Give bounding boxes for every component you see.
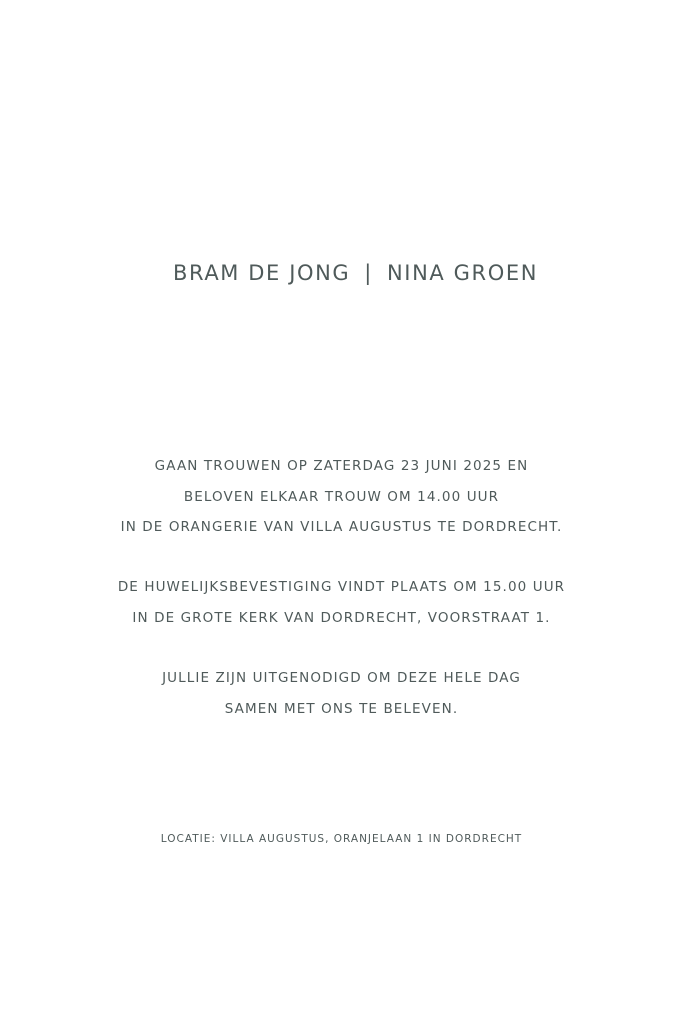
partner-2-name: NINA GROEN <box>386 261 539 285</box>
invitation-line: JULLIE ZIJN UITGENODIGD OM DEZE HELE DAG <box>162 670 521 686</box>
couple-names <box>0 258 683 288</box>
announcement-block <box>0 451 683 543</box>
name-separator: | <box>364 261 373 285</box>
church-block <box>0 572 683 633</box>
church-line: DE HUWELIJKSBEVESTIGING VINDT PLAATS OM 15.00 UUR <box>117 579 566 595</box>
invitation-block <box>0 663 683 724</box>
announcement-line: BELOVEN ELKAAR TROUW OM 14.00 UUR <box>183 488 500 505</box>
partner-1-name: BRAM DE JONG <box>172 261 351 285</box>
announcement-line: GAAN TROUWEN OP ZATERDAG 23 JUNI 2025 EN <box>154 458 529 474</box>
church-line: IN DE GROTE KERK VAN DORDRECHT, VOORSTRAAT 1. <box>132 609 551 626</box>
announcement-line: IN DE ORANGERIE VAN VILLA AUGUSTUS TE DORDRECHT. <box>120 519 563 535</box>
location-line: LOCATIE: VILLA AUGUSTUS, ORANJELAAN 1 IN DORDRECHT <box>160 833 523 845</box>
invitation-line: SAMEN MET ONS TE BELEVEN. <box>224 700 459 717</box>
